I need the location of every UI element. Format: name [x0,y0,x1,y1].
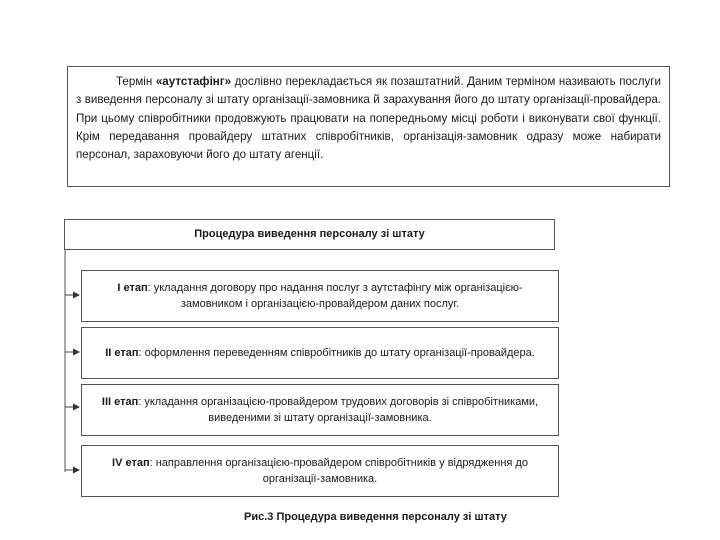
stage-3-text: : укладання організацією-провайдером трудових договорів зі співробітниками, виведеними зі штату організації-замовника. [138,395,539,424]
stage-2-text: : оформлення переведенням співробітників до штату організації-провайдера. [138,346,535,359]
stage-1-text: : укладання договору про надання послуг з аутстафінгу між організацією-замовником і організацією-провайдером даних послуг. [147,281,523,310]
stage-1-label: І етап [117,281,148,294]
stage-4-label: IV етап [112,456,150,469]
stage-2-box [81,327,559,379]
diagram-header: Процедура виведення персоналу зі штату [64,219,555,250]
intro-text: дослівно перекладається як позаштатний. Даним терміном називають послуги з виведення персоналу зі штату організації-замовника й зарахування його до штату організації-провайдера. При цьому співробітники продовжують працювати на попередньому місці роботи і виконувати свої функції. Крім передавання провайдеру штатних співробітників, організація-замовник одразу може набирати персонал, зараховуючи його до штату агенції. [76,75,661,162]
stage-4-box [81,445,559,497]
stage-4-text: : направлення організацією-провайдером співробітників у відрядження до організації-замовника. [149,456,528,485]
intro-term-prefix: Термін [116,75,156,88]
figure-caption: Рис.3 Процедура виведення персоналу зі штату [244,511,507,523]
intro-term: «аутстафінг» [155,75,232,88]
stage-1-box [81,270,559,322]
stage-3-box [81,384,559,436]
stage-2-label: ІІ етап [105,346,139,359]
stage-3-label: ІІІ етап [101,395,139,408]
